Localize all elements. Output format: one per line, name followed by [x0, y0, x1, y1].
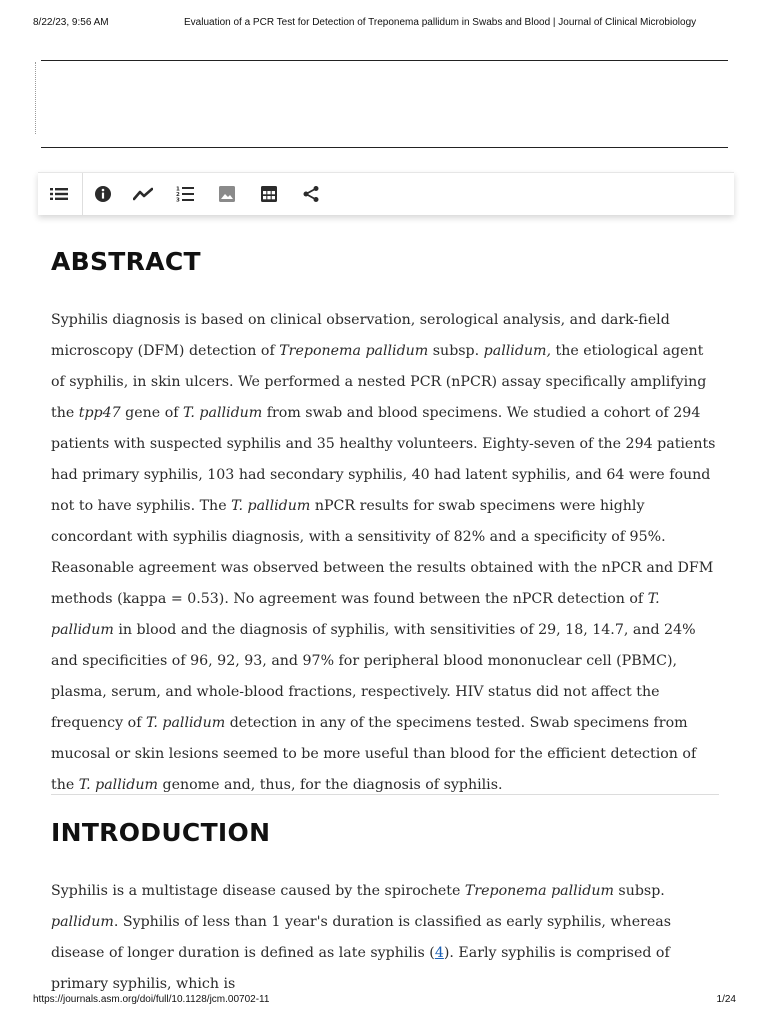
tables-button[interactable]: [258, 183, 280, 205]
abstract-text-part: Syphilis diagnosis is based on clinical observation, serological analysis, and dark-field microscopy (DFM) detection of: [51, 312, 670, 359]
page-indicator: 1/24: [716, 994, 736, 1005]
share-icon: [302, 185, 320, 203]
abstract-text-part: T. pallidum: [231, 498, 311, 514]
introduction-paragraph: [51, 876, 721, 1000]
journal-banner: [41, 60, 728, 148]
svg-text:3: 3: [176, 197, 180, 203]
abstract-text-part: tpp47: [78, 405, 121, 421]
abstract-text-part: gene of: [120, 405, 184, 421]
abstract-text-part: genome and, thus, for the diagnosis of syphilis.: [157, 777, 503, 793]
abstract-text-part: T. pallidum: [78, 777, 158, 793]
numbered-list-icon: [176, 185, 194, 203]
print-url: https://journals.asm.org/doi/full/10.1128/jcm.00702-11: [33, 994, 270, 1005]
references-button[interactable]: [174, 183, 196, 205]
intro-text-part: . Syphilis of less than 1 year's duration is classified as early syphilis, whereas disease of longer duration is defined as late syphilis (: [51, 914, 672, 961]
figures-button[interactable]: [216, 183, 238, 205]
abstract-text-part: pallidum,: [483, 343, 552, 359]
abstract-text-part: T. pallidum: [183, 405, 263, 421]
svg-text:2: 2: [176, 192, 180, 198]
trend-line-icon: [133, 187, 153, 201]
abstract-text-part: in blood and the diagnosis of syphilis, with sensitivities of 29, 18, 14.7, and 24% and specificities of 96, 92, 93, and 97% for peripheral blood mononuclear cell (PBMC), plasma, serum, and whole-blood fractions, respectively. HIV status did not affect the frequency of: [51, 622, 696, 731]
information-button[interactable]: [92, 183, 114, 205]
abstract-text-part: T. pallidum: [145, 715, 226, 731]
abstract-text-part: subsp.: [428, 343, 484, 359]
abstract-heading: ABSTRACT: [51, 247, 201, 276]
print-document-title: Evaluation of a PCR Test for Detection of Treponema pallidum in Swabs and Blood | Journal of Clinical Microbiology: [184, 17, 697, 28]
print-timestamp: 8/22/23, 9:56 AM: [33, 17, 109, 28]
abstract-text-part: detection in any of the specimens tested. Swab specimens from mucosal or skin lesions seemed to be more useful than blood for the efficient detection of the: [51, 715, 697, 793]
info-icon: [94, 185, 112, 203]
list-icon: [50, 187, 68, 201]
contents-button[interactable]: [48, 183, 70, 205]
abstract-text-part: Treponema pallidum: [279, 343, 429, 359]
table-icon: [260, 185, 278, 203]
abstract-text-part: from swab and blood specimens. We studied a cohort of 294 patients with suspected syphilis and 35 healthy volunteers. Eighty-seven of the 294 patients had primary syphilis, 103 had secondary syphilis, 40 had latent syphilis, and 64 were found not to have syphilis. The: [51, 405, 716, 514]
introduction-heading: INTRODUCTION: [51, 818, 271, 847]
metrics-button[interactable]: [132, 183, 154, 205]
intro-text-part: pallidum: [51, 914, 114, 930]
abstract-text-part: the etiological agent of syphilis, in skin ulcers. We performed a nested PCR (nPCR) assay specifically amplifying the: [51, 343, 707, 421]
intro-text-part: Syphilis is a multistage disease caused by the spirochete: [51, 883, 465, 899]
banner-side-mark: [35, 62, 39, 134]
abstract-paragraph: [51, 305, 721, 801]
svg-text:1: 1: [176, 186, 180, 193]
reference-link[interactable]: 4: [434, 945, 444, 961]
article-toolbar: [38, 172, 734, 215]
abstract-text-part: T. pallidum: [51, 591, 660, 638]
section-divider: [51, 794, 719, 795]
share-button[interactable]: [300, 183, 322, 205]
toolbar-divider: [82, 173, 83, 215]
intro-text-part: subsp.: [613, 883, 665, 899]
abstract-text-part: nPCR results for swab specimens were highly concordant with syphilis diagnosis, with a sensitivity of 82% and a specificity of 95%. Reasonable agreement was observed between the results obtained with the nPCR and DFM methods (kappa = 0.53). No agreement was found between the nPCR detection of: [51, 498, 714, 607]
intro-text-part: ). Early syphilis is comprised of primary syphilis, which is: [51, 945, 670, 992]
image-icon: [218, 185, 236, 203]
intro-text-part: Treponema pallidum: [464, 883, 614, 899]
